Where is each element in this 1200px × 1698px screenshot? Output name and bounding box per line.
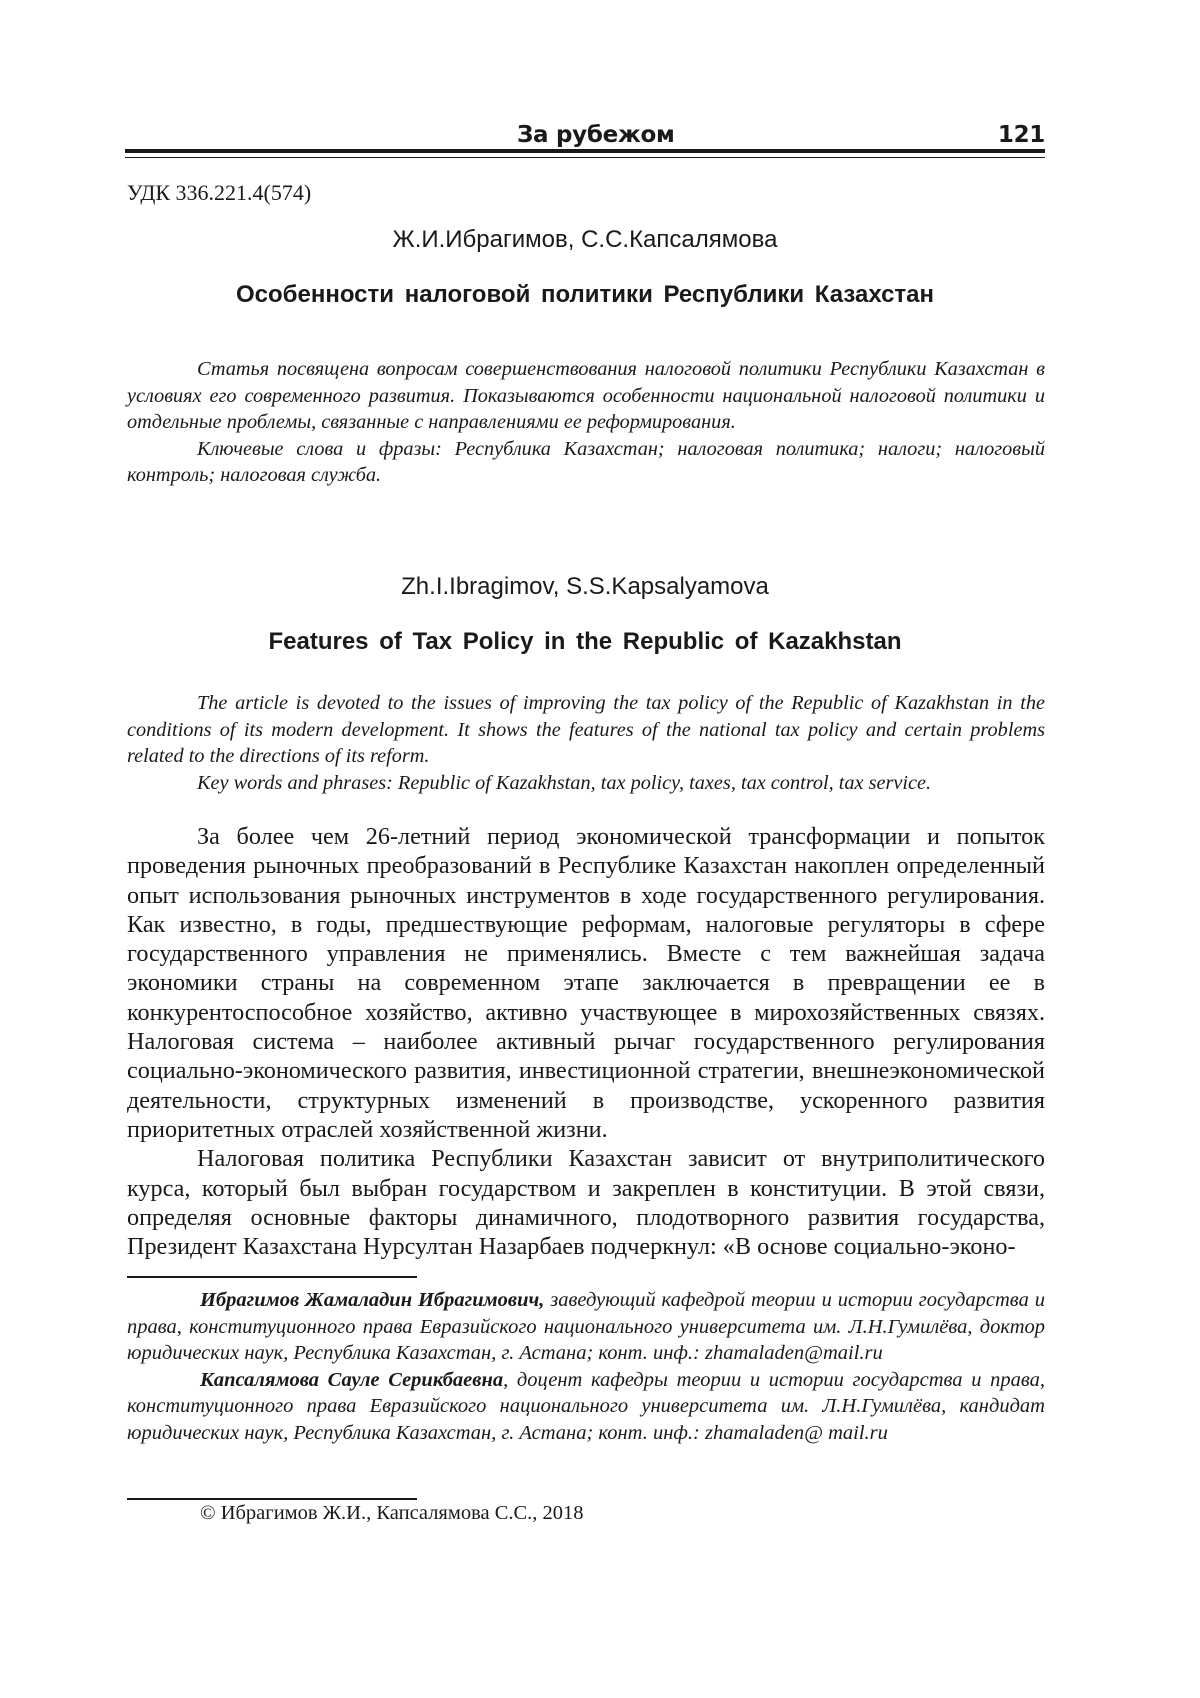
abstract-ru-block (127, 356, 1045, 489)
authors-en: Zh.I.Ibragimov, S.S.Kapsalyamova (401, 573, 769, 600)
abstract-en: The article is devoted to the issues of improving the tax policy of the Republic of Kazakhstan in the conditions of its modern development. It shows the features of the national tax policy and certain problems related to the directions of its reform. (127, 692, 1045, 767)
header-rule-thick (125, 149, 1045, 153)
section-title: За рубежом (517, 122, 675, 148)
footnote-author-1-name: Ибрагимов Жамаладин Ибрагимович, (200, 1289, 545, 1311)
title-ru: Особенности налоговой политики Республики Казахстан (235, 281, 935, 308)
keywords-en: Key words and phrases: Republic of Kazakhstan, tax policy, taxes, tax control, tax service. (197, 771, 932, 794)
footnote-author-1 (127, 1287, 1045, 1367)
running-header (125, 122, 1045, 146)
footnote-author-2-text: , доцент кафедры теории и истории государства и права, конституционного права Евразийского национального университета им. Л.Н.Гумилёва, кандидат юридических наук, Республика Казахстан, г. Астана; конт. инф.: zhamaladen@ mail.ru (127, 1368, 1045, 1444)
footnote-separator (127, 1276, 417, 1278)
title-en: Features of Tax Policy in the Republic of Kazakhstan (268, 628, 902, 655)
page-number: 121 (997, 122, 1045, 148)
article-body (127, 822, 1045, 1261)
body-paragraph: За более чем 26-летний период экономической трансформации и попыток проведения рыночных преобразований в Республике Казахстан накоплен определенный опыт использования рыночных инструментов в ходе государственного регулирования. Как известно, в годы, предшествующие реформам, налоговые регуляторы в сфере государственного управления не применялись. Вместе с тем важнейшая задача экономики страны на современном этапе заключается в превращении ее в конкурентоспособное хозяйство, активно участвующее в мирохозяйственных связях. Налоговая система – наиболее активный рычаг государственного регулирования социально-экономического развития, инвестиционной стратегии, внешнеэкономической деятельности, структурных изменений в производстве, ускоренного развития приоритетных отраслей хозяйственной жизни. (127, 823, 1045, 1143)
keywords-ru: Ключевые слова и фразы: Республика Казахстан; налоговая политика; налоги; налоговый контроль; налоговая служба. (127, 437, 1045, 486)
authors-ru: Ж.И.Ибрагимов, С.С.Капсалямова (392, 226, 778, 253)
abstract-ru: Статья посвящена вопросам совершенствования налоговой политики Республики Казахстан в условиях его современного развития. Показываются особенности национальной налоговой политики и отдельные проблемы, связанные с направлениями ее реформирования. (127, 358, 1045, 433)
footnote-author-2-name: Капсалямова Сауле Серикбаевна (200, 1368, 504, 1391)
copyright-separator (127, 1498, 417, 1500)
udk-code: УДК 336.221.4(574) (127, 180, 312, 205)
footnote-author-1-text: заведующий кафедрой теории и истории государства и права, конституционного права Евразийского национального университета им. Л.Н.Гумилёва, доктор юридических наук, Республика Казахстан, г. Астана; конт. инф.: zhamaladen@mail.ru (127, 1289, 1045, 1364)
body-paragraph: Налоговая политика Республики Казахстан зависит от внутриполитического курса, который был выбран государством и закреплен в конституции. В этой связи, определяя основные факторы динамичного, плодотворного развития государства, Президент Казахстана Нурсултан Назарбаев подчеркнул: «В основе социально-эконо- (127, 1145, 1045, 1261)
footnote-author-2 (127, 1367, 1045, 1447)
author-footnotes (127, 1287, 1045, 1446)
header-rule-thin (125, 157, 1045, 158)
copyright-line: © Ибрагимов Ж.И., Капсалямова С.С., 2018 (200, 1502, 584, 1524)
abstract-en-block (127, 690, 1045, 796)
